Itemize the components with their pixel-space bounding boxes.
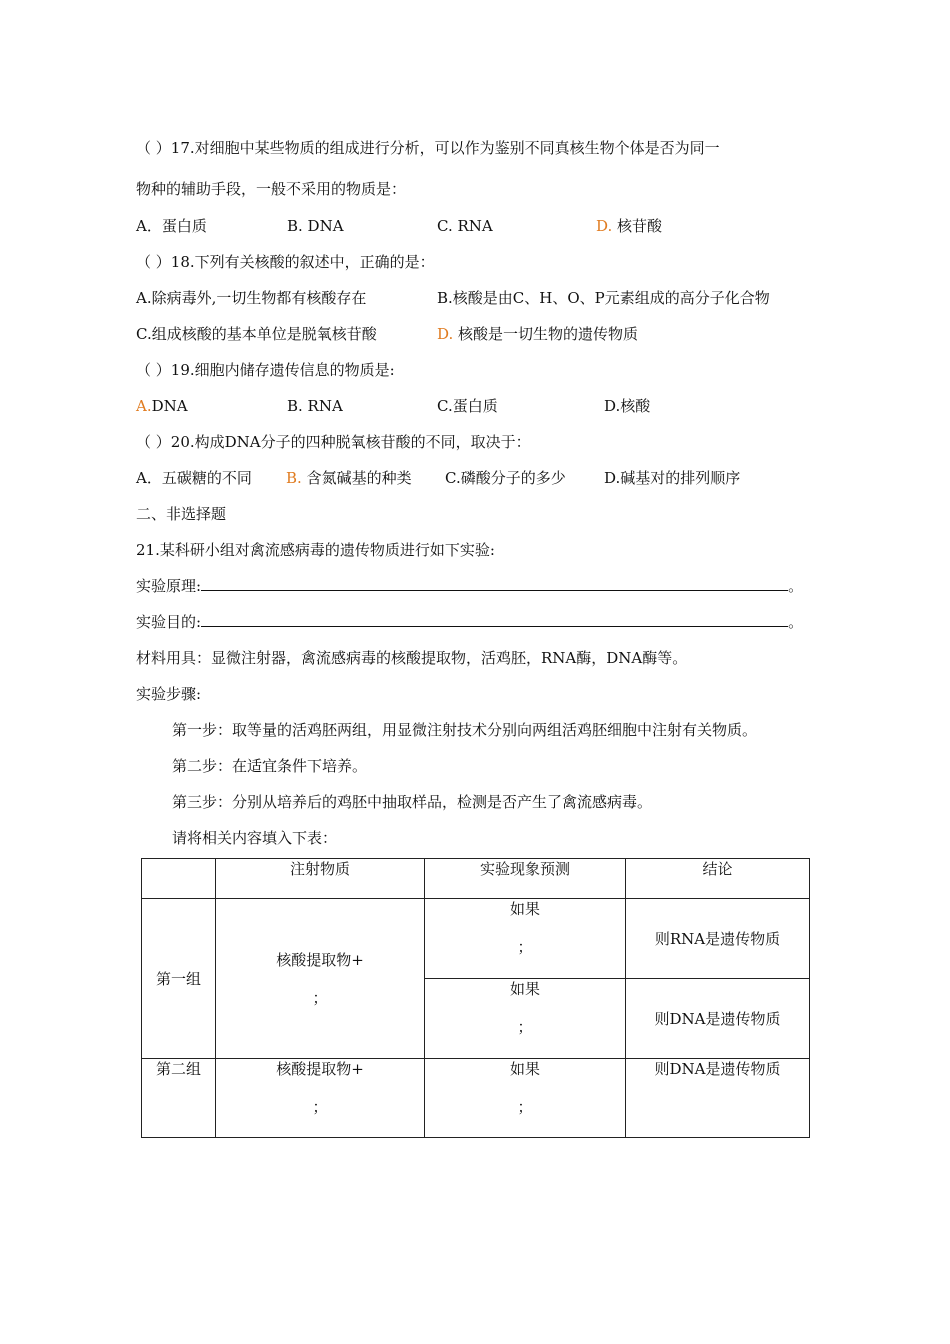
answer-letter: A. [136, 397, 152, 415]
purpose-blank[interactable] [201, 612, 788, 627]
q20-option-c: C.磷酸分子的多少 [445, 469, 566, 487]
answer-letter: B. [286, 469, 302, 487]
table-row [142, 1059, 810, 1138]
purpose-line: 实验目的: 。 [136, 613, 804, 631]
group1-prediction-1[interactable]: 如果 ； [425, 899, 626, 979]
q18-stem: （ ）18.下列有关核酸的叙述中，正确的是： [136, 253, 435, 271]
header-prediction: 实验现象预测 [425, 859, 626, 899]
q17-option-d: D. 核苷酸 [596, 217, 663, 235]
answer-paren[interactable]: （ ） [136, 361, 171, 379]
q17-line1 [136, 138, 720, 158]
principle-line: 实验原理: 。 [136, 577, 804, 595]
header-cell-empty [142, 859, 216, 899]
q17-stem-1: 17.对细胞中某些物质的组成进行分析，可以作为鉴别不同真核生物个体是否为同一 [170, 139, 720, 157]
group2-injection-cell[interactable]: 核酸提取物+ ； [216, 1059, 425, 1138]
q18-option-a: A.除病毒外,一切生物都有核酸存在 [136, 289, 367, 307]
q18-option-c: C.组成核酸的基本单位是脱氧核苷酸 [136, 325, 377, 343]
q19-option-a: A.DNA [136, 397, 188, 415]
answer-paren[interactable]: （ ） [136, 433, 171, 451]
q19-option-b: B. RNA [287, 397, 343, 415]
group1-injection-cell[interactable]: 核酸提取物+ ； [216, 899, 425, 1059]
step-2: 第二步：在适宜条件下培养。 [172, 757, 368, 775]
principle-blank[interactable] [201, 576, 788, 591]
q17-option-c: C. RNA [437, 217, 493, 235]
answer-paren[interactable]: （ ） [136, 139, 171, 157]
conclusion-dna: 则DNA是遗传物质 [626, 979, 810, 1059]
experiment-table [141, 858, 810, 1138]
q17-option-b: B. DNA [287, 217, 344, 235]
q19-option-c: C.蛋白质 [437, 397, 498, 415]
fill-prompt: 请将相关内容填入下表： [172, 829, 338, 847]
q20-stem: （ ）20.构成DNA分子的四种脱氧核苷酸的不同，取决于： [136, 433, 531, 451]
q20-option-d: D.碱基对的排列顺序 [604, 469, 741, 487]
table-header-row [142, 859, 810, 899]
table-row [142, 899, 810, 979]
q18-option-d: D. 核酸是一切生物的遗传物质 [437, 325, 639, 343]
materials: 材料用具：显微注射器，禽流感病毒的核酸提取物，活鸡胚，RNA酶，DNA酶等。 [136, 649, 688, 667]
group2-label: 第二组 [142, 1059, 216, 1138]
q20-option-b: B. 含氮碱基的种类 [286, 469, 412, 487]
q17-line2: 物种的辅助手段，一般不采用的物质是： [136, 180, 407, 198]
q19-option-d: D.核酸 [604, 397, 651, 415]
header-injection: 注射物质 [216, 859, 425, 899]
section-heading: 二、非选择题 [136, 505, 227, 523]
answer-letter: D. [437, 325, 454, 343]
q18-option-b: B.核酸是由C、H、O、P元素组成的高分子化合物 [437, 289, 770, 307]
header-conclusion: 结论 [626, 859, 810, 899]
q19-stem: （ ）19.细胞内储存遗传信息的物质是: [136, 361, 395, 379]
answer-paren[interactable]: （ ） [136, 253, 171, 271]
steps-label: 实验步骤: [136, 685, 202, 703]
q21-intro: 21.某科研小组对禽流感病毒的遗传物质进行如下实验: [136, 541, 495, 559]
q17-option-a: A．蛋白质 [136, 217, 207, 235]
conclusion-rna: 则RNA是遗传物质 [626, 899, 810, 979]
step-1: 第一步：取等量的活鸡胚两组，用显微注射技术分别向两组活鸡胚细胞中注射有关物质。 [172, 721, 758, 739]
group1-label: 第一组 [142, 899, 216, 1059]
answer-letter: D. [596, 217, 613, 235]
group2-prediction[interactable]: 如果 ； [425, 1059, 626, 1138]
group2-conclusion: 则DNA是遗传物质 [626, 1059, 810, 1138]
step-3: 第三步：分别从培养后的鸡胚中抽取样品，检测是否产生了禽流感病毒。 [172, 793, 653, 811]
q20-option-a: A．五碳糖的不同 [136, 469, 252, 487]
group1-prediction-2[interactable]: 如果 ； [425, 979, 626, 1059]
